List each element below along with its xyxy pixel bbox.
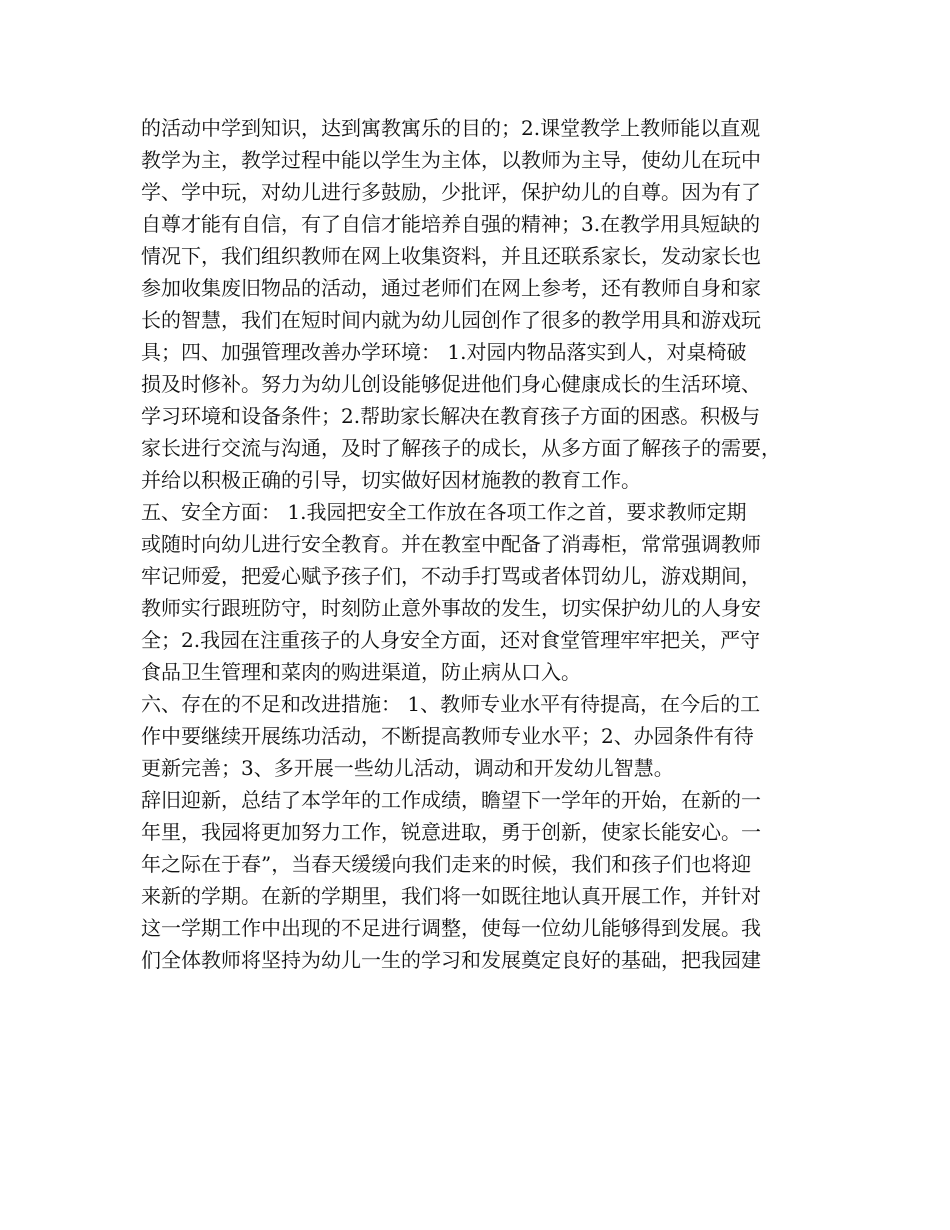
text-line: 学习环境和设备条件；2.帮助家长解决在教育孩子方面的困惑。积极与 <box>141 404 761 428</box>
text-line: 教师实行跟班防守，时刻防止意外事故的发生，切实保护幼儿的人身安 <box>141 596 761 620</box>
body-text <box>141 112 831 976</box>
text-line: 食品卫生管理和菜肉的购进渠道，防止病从口入。 <box>141 660 581 684</box>
text-line: 情况下，我们组织教师在网上收集资料，并且还联系家长，发动家长也 <box>141 244 761 268</box>
text-line: 家长进行交流与沟通，及时了解孩子的成长，从多方面了解孩子的需要， <box>141 436 781 460</box>
closing-paragraph-line: 辞旧迎新，总结了本学年的工作成绩，瞻望下一学年的开始，在新的一 <box>141 788 761 812</box>
text-line: 全；2.我园在注重孩子的人身安全方面，还对食堂管理牢牢把关，严守 <box>141 628 761 652</box>
section-five-line: 五、安全方面： 1.我园把安全工作放在各项工作之首，要求教师定期 <box>141 500 747 524</box>
text-line: 自尊才能有自信，有了自信才能培养自强的精神；3.在教学用具短缺的 <box>141 212 761 236</box>
text-line: 参加收集废旧物品的活动，通过老师们在网上参考，还有教师自身和家 <box>141 276 761 300</box>
text-line: 们全体教师将坚持为幼儿一生的学习和发展奠定良好的基础，把我园建 <box>141 948 761 972</box>
section-six-line: 六、存在的不足和改进措施： 1、教师专业水平有待提高，在今后的工 <box>141 692 761 716</box>
text-line: 损及时修补。努力为幼儿创设能够促进他们身心健康成长的生活环境、 <box>141 372 761 396</box>
text-line: 学、学中玩，对幼儿进行多鼓励，少批评，保护幼儿的自尊。因为有了 <box>141 180 761 204</box>
text-line: 的活动中学到知识，达到寓教寓乐的目的；2.课堂教学上教师能以直观 <box>141 116 761 140</box>
text-line: 教学为主，教学过程中能以学生为主体，以教师为主导，使幼儿在玩中 <box>141 148 761 172</box>
text-line: 作中要继续开展练功活动，不断提高教师专业水平；2、办园条件有待 <box>141 724 754 748</box>
text-line: 或随时向幼儿进行安全教育。并在教室中配备了消毒柜，常常强调教师 <box>141 532 761 556</box>
text-line: 年里，我园将更加努力工作，锐意进取，勇于创新，使家长能安心。一 <box>141 820 761 844</box>
text-line: 牢记师爱，把爱心赋予孩子们，不动手打骂或者体罚幼儿，游戏期间， <box>141 564 761 588</box>
text-line: 更新完善；3、多开展一些幼儿活动，调动和开发幼儿智慧。 <box>141 756 674 780</box>
text-line: 长的智慧，我们在短时间内就为幼儿园创作了很多的教学用具和游戏玩 <box>141 308 761 332</box>
text-line: 年之际在于春”，当春天缓缓向我们走来的时候，我们和孩子们也将迎 <box>141 852 752 876</box>
text-line: 具；四、加强管理改善办学环境： 1.对园内物品落实到人，对桌椅破 <box>141 340 747 364</box>
text-line: 这一学期工作中出现的不足进行调整，使每一位幼儿能够得到发展。我 <box>141 916 761 940</box>
text-line: 并给以积极正确的引导，切实做好因材施教的教育工作。 <box>141 468 641 492</box>
text-line: 来新的学期。在新的学期里，我们将一如既往地认真开展工作，并针对 <box>141 884 761 908</box>
